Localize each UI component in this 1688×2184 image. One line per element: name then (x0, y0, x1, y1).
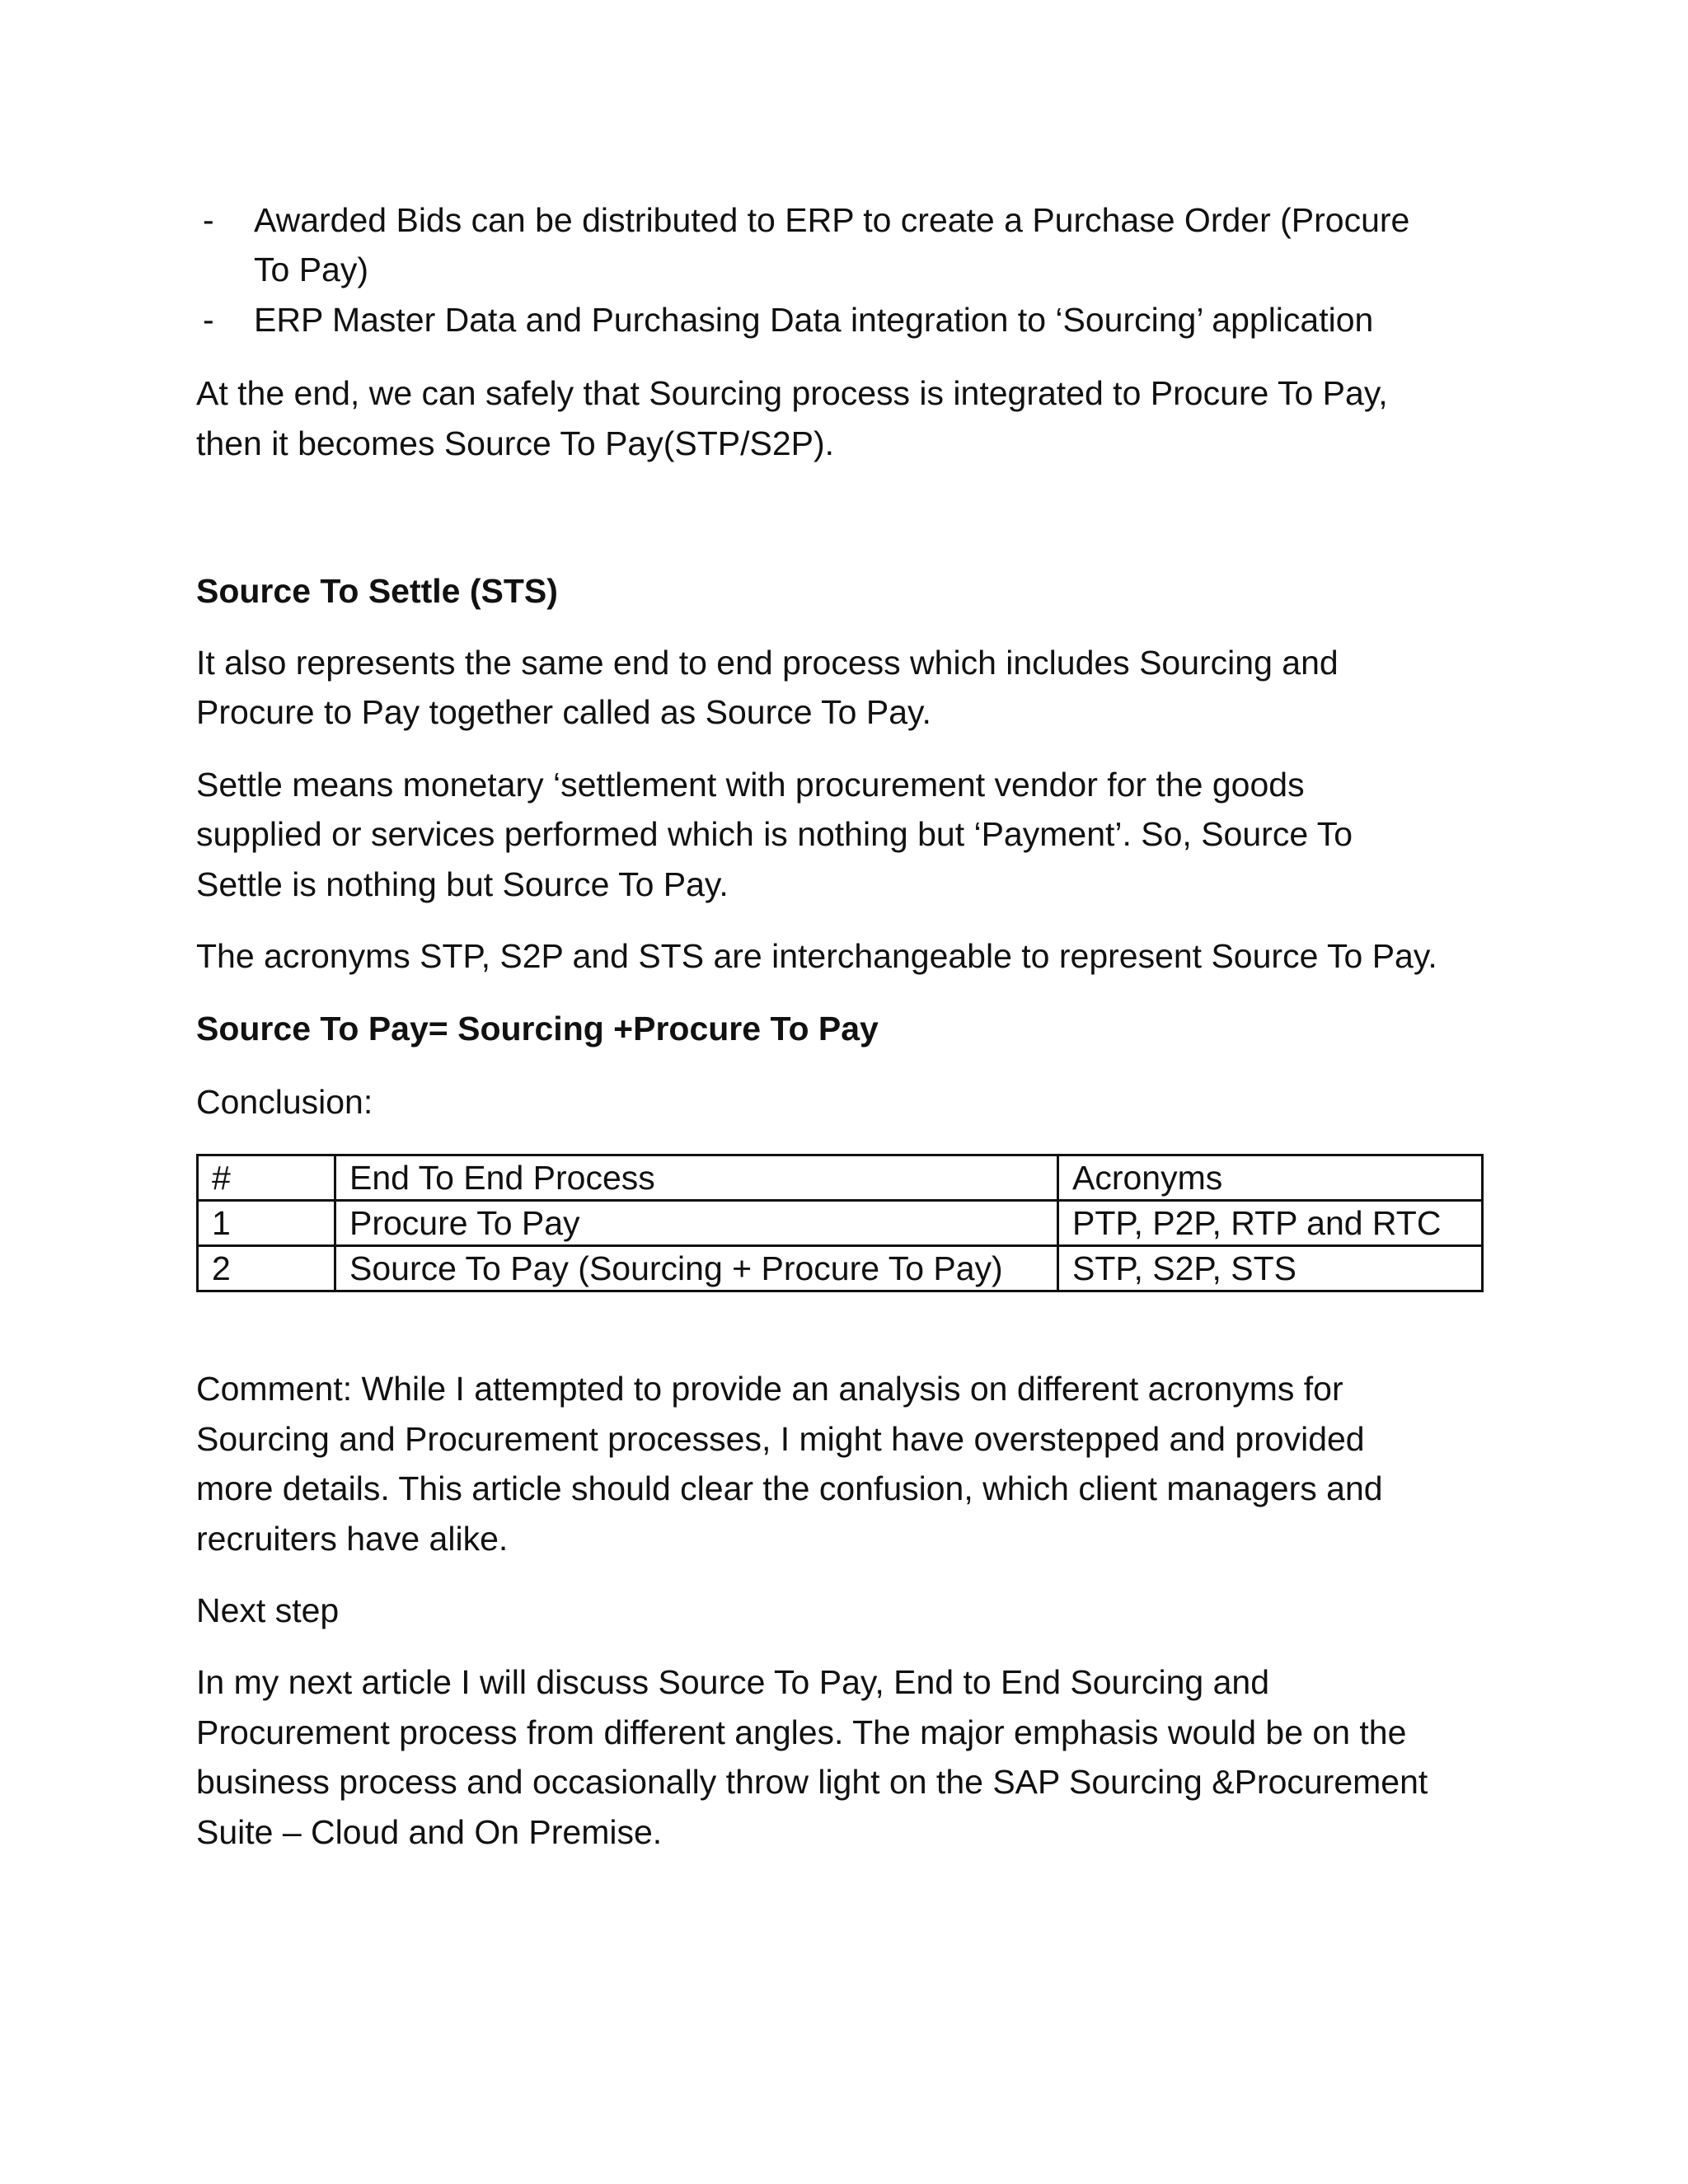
bullet-1-line-1: Awarded Bids can be distributed to ERP to create a Purchase Order (Procure (254, 201, 1410, 239)
comment-paragraph-line-4: recruiters have alike. (196, 1520, 509, 1558)
acronyms-paragraph: The acronyms STP, S2P and STS are interchangeable to represent Source To Pay. (196, 937, 1437, 975)
next-paragraph-line-2: Procurement process from different angles. The major emphasis would be on the (196, 1713, 1407, 1751)
table-header-cell: Acronyms (1058, 1155, 1483, 1201)
comment-paragraph-line-2: Sourcing and Procurement processes, I might have overstepped and provided (196, 1420, 1365, 1458)
bullet-marker: - (203, 201, 214, 239)
table-header-row (198, 1155, 1483, 1201)
comment-paragraph-line-3: more details. This article should clear the confusion, which client managers and (196, 1469, 1383, 1507)
intro-paragraph-line-2: then it becomes Source To Pay(STP/S2P). (196, 424, 835, 462)
bullet-1-line-2: To Pay) (254, 251, 368, 288)
table-header-cell: # (198, 1155, 335, 1201)
table-cell: STP, S2P, STS (1058, 1246, 1483, 1291)
sts-paragraph-2-line-2: supplied or services performed which is nothing but ‘Payment’. So, Source To (196, 815, 1353, 853)
next-paragraph-line-1: In my next article I will discuss Source To Pay, End to End Sourcing and (196, 1663, 1270, 1701)
table-cell: Source To Pay (Sourcing + Procure To Pay) (335, 1246, 1058, 1291)
table-header-cell: End To End Process (335, 1155, 1058, 1201)
sts-paragraph-2-line-1: Settle means monetary ‘settlement with procurement vendor for the goods (196, 766, 1305, 804)
next-paragraph-line-4: Suite – Cloud and On Premise. (196, 1813, 663, 1851)
sts-paragraph-1-line-2: Procure to Pay together called as Source To Pay. (196, 693, 931, 731)
table-cell: 1 (198, 1201, 335, 1246)
table-row (198, 1246, 1483, 1291)
next-paragraph-line-3: business process and occasionally throw light on the SAP Sourcing &Procurement (196, 1763, 1428, 1801)
sts-paragraph-2-line-3: Settle is nothing but Source To Pay. (196, 865, 729, 903)
conclusion-table (196, 1154, 1484, 1292)
bullet-marker: - (203, 301, 214, 339)
bullet-2-line-1: ERP Master Data and Purchasing Data integration to ‘Sourcing’ application (254, 301, 1374, 339)
next-step-label: Next step (196, 1591, 340, 1629)
table-row (198, 1201, 1483, 1246)
sts-paragraph-1-line-1: It also represents the same end to end process which includes Sourcing and (196, 644, 1339, 682)
intro-paragraph-line-1: At the end, we can safely that Sourcing process is integrated to Procure To Pay, (196, 374, 1388, 412)
comment-paragraph-line-1: Comment: While I attempted to provide an analysis on different acronyms for (196, 1370, 1343, 1408)
table-cell: 2 (198, 1246, 335, 1291)
conclusion-label: Conclusion: (196, 1083, 373, 1121)
sts-heading: Source To Settle (STS) (196, 572, 558, 610)
equation-heading: Source To Pay= Sourcing +Procure To Pay (196, 1010, 879, 1047)
table-cell: Procure To Pay (335, 1201, 1058, 1246)
table-cell: PTP, P2P, RTP and RTC (1058, 1201, 1483, 1246)
